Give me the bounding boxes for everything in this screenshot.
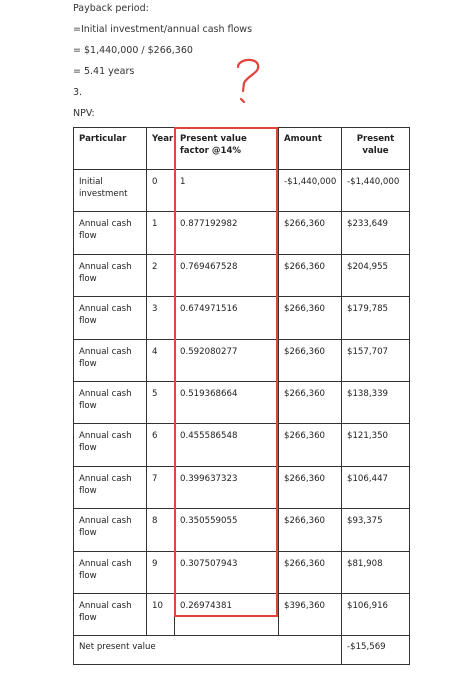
cell-amount: $266,360: [279, 212, 342, 254]
cell-present-value: $233,649: [342, 212, 410, 254]
cell-year: 6: [147, 424, 175, 466]
cell-year: 5: [147, 381, 175, 423]
cell-amount: -$1,440,000: [279, 170, 342, 212]
table-row: [74, 551, 410, 593]
total-row: [74, 636, 410, 665]
cell-particular: Annual cash flow: [74, 381, 147, 423]
cell-factor: 0.519368664: [175, 381, 279, 423]
cell-particular: Annual cash flow: [74, 424, 147, 466]
table-row: [74, 424, 410, 466]
header-factor: Present value factor @14%: [175, 128, 279, 170]
payback-formula: =Initial investment/annual cash flows: [73, 24, 253, 35]
header-particular: Particular: [74, 128, 147, 170]
handwritten-question-mark-icon: [228, 55, 268, 105]
cell-factor: 0.769467528: [175, 254, 279, 296]
cell-factor: 0.674971516: [175, 297, 279, 339]
cell-present-value: $138,339: [342, 381, 410, 423]
cell-amount: $266,360: [279, 466, 342, 508]
cell-year: 10: [147, 593, 175, 635]
cell-year: 2: [147, 254, 175, 296]
table-row: [74, 381, 410, 423]
total-value: -$15,569: [342, 636, 410, 665]
cell-particular: Annual cash flow: [74, 212, 147, 254]
cell-amount: $266,360: [279, 339, 342, 381]
cell-amount: $266,360: [279, 297, 342, 339]
total-label: Net present value: [74, 636, 342, 665]
cell-amount: $266,360: [279, 424, 342, 466]
cell-present-value: $106,447: [342, 466, 410, 508]
table-row: [74, 593, 410, 635]
cell-particular: Annual cash flow: [74, 551, 147, 593]
cell-present-value: $81,908: [342, 551, 410, 593]
cell-factor: 0.26974381: [175, 593, 279, 635]
table-header-row: [74, 128, 410, 170]
payback-title: Payback period:: [73, 3, 149, 14]
table-row: [74, 466, 410, 508]
cell-particular: Annual cash flow: [74, 593, 147, 635]
cell-factor: 0.399637323: [175, 466, 279, 508]
item-number: 3.: [73, 87, 83, 98]
npv-table: [73, 127, 410, 665]
cell-present-value: $157,707: [342, 339, 410, 381]
table-row: [74, 170, 410, 212]
cell-amount: $266,360: [279, 381, 342, 423]
npv-label: NPV:: [73, 108, 95, 119]
cell-amount: $396,360: [279, 593, 342, 635]
table-row: [74, 509, 410, 551]
table-row: [74, 297, 410, 339]
header-year: Year: [147, 128, 175, 170]
cell-factor: 0.592080277: [175, 339, 279, 381]
cell-year: 0: [147, 170, 175, 212]
cell-factor: 0.877192982: [175, 212, 279, 254]
cell-year: 8: [147, 509, 175, 551]
header-present-value: Present value: [342, 128, 410, 170]
cell-amount: $266,360: [279, 254, 342, 296]
cell-particular: Annual cash flow: [74, 254, 147, 296]
cell-factor: 0.307507943: [175, 551, 279, 593]
cell-year: 4: [147, 339, 175, 381]
cell-present-value: $204,955: [342, 254, 410, 296]
cell-particular: Annual cash flow: [74, 339, 147, 381]
cell-present-value: -$1,440,000: [342, 170, 410, 212]
table-row: [74, 339, 410, 381]
payback-result: = 5.41 years: [73, 66, 135, 77]
payback-calc: = $1,440,000 / $266,360: [73, 45, 193, 56]
cell-factor: 0.455586548: [175, 424, 279, 466]
cell-present-value: $179,785: [342, 297, 410, 339]
cell-factor: 0.350559055: [175, 509, 279, 551]
table-row: [74, 212, 410, 254]
cell-present-value: $106,916: [342, 593, 410, 635]
cell-present-value: $93,375: [342, 509, 410, 551]
cell-year: 1: [147, 212, 175, 254]
cell-particular: Annual cash flow: [74, 509, 147, 551]
cell-particular: Annual cash flow: [74, 466, 147, 508]
cell-year: 3: [147, 297, 175, 339]
cell-factor: 1: [175, 170, 279, 212]
cell-particular: Annual cash flow: [74, 297, 147, 339]
cell-amount: $266,360: [279, 551, 342, 593]
cell-year: 7: [147, 466, 175, 508]
cell-amount: $266,360: [279, 509, 342, 551]
cell-present-value: $121,350: [342, 424, 410, 466]
table-row: [74, 254, 410, 296]
cell-year: 9: [147, 551, 175, 593]
cell-particular: Initial investment: [74, 170, 147, 212]
header-amount: Amount: [279, 128, 342, 170]
